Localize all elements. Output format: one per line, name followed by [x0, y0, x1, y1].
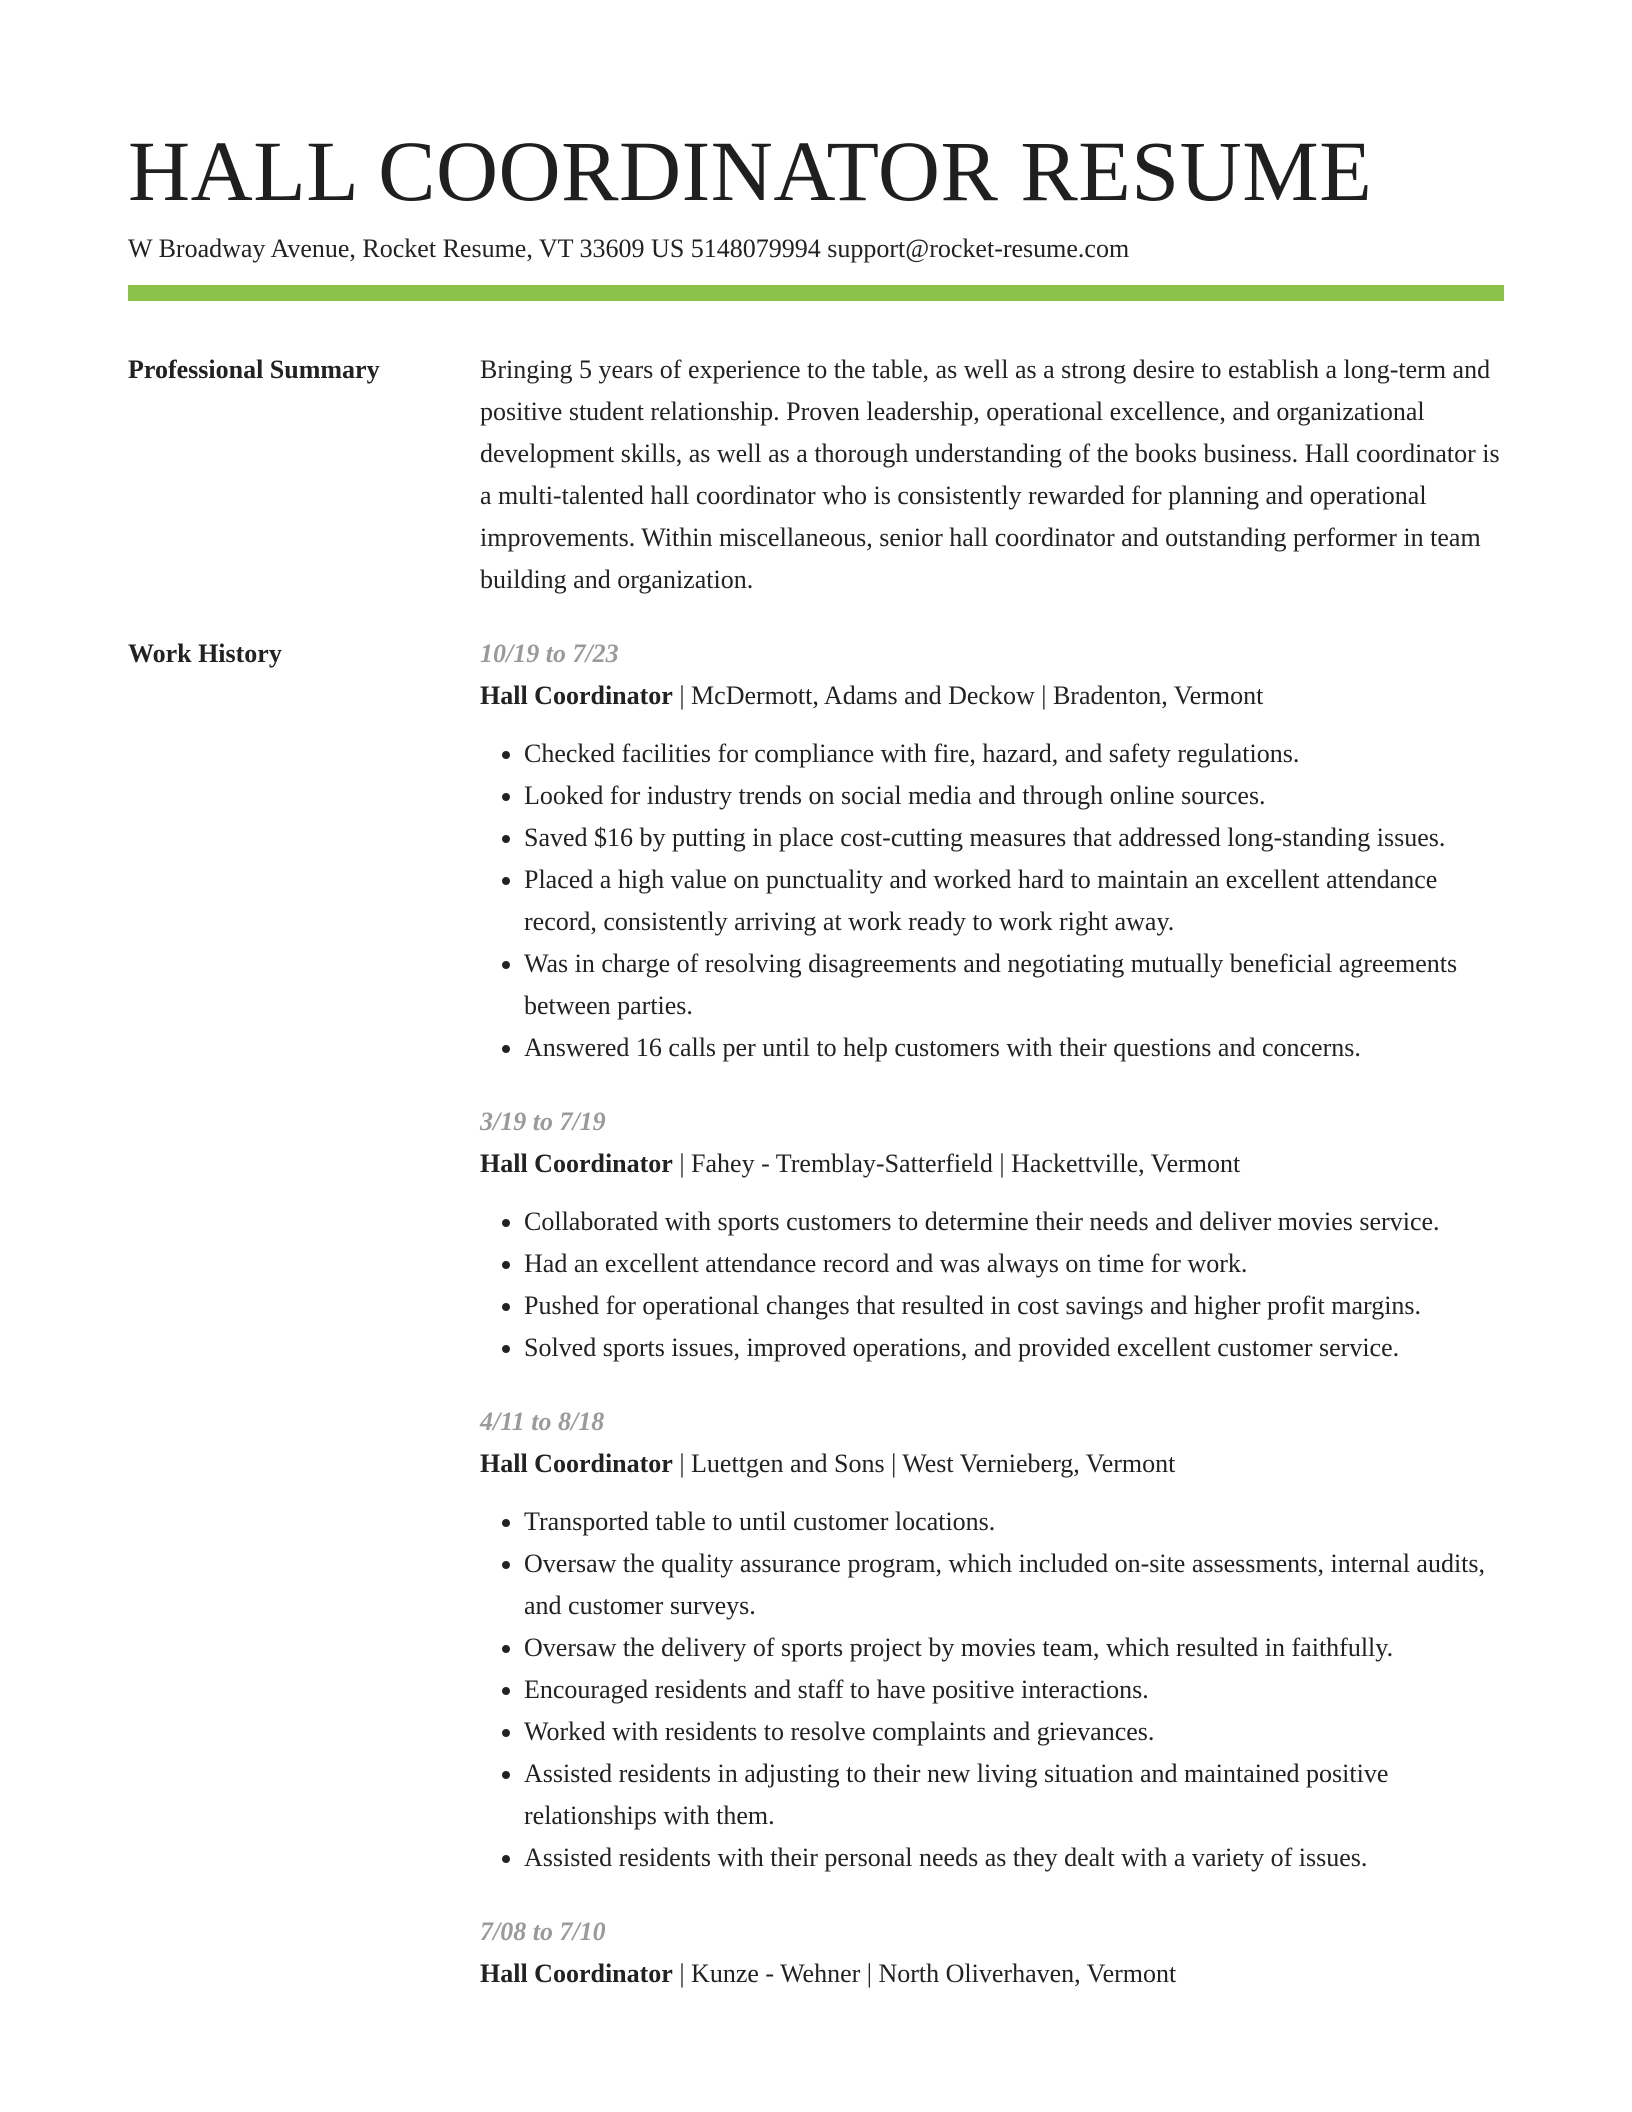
job-heading	[480, 675, 1504, 717]
job-bullet-list	[480, 1501, 1504, 1879]
job-entry	[480, 1911, 1504, 1995]
job-role: Hall Coordinator	[480, 1149, 673, 1178]
job-dates: 4/11 to 8/18	[480, 1407, 605, 1436]
job-heading	[480, 1443, 1504, 1485]
job-bullet: • Saved $16 by putting in place cost-cutting measures that addressed long-standing issues.	[524, 817, 1504, 859]
job-bullet: • Had an excellent attendance record and was always on time for work.	[524, 1243, 1504, 1285]
job-bullet: • Checked facilities for compliance with fire, hazard, and safety regulations.	[524, 733, 1504, 775]
job-bullet: • Looked for industry trends on social media and through online sources.	[524, 775, 1504, 817]
job-entry	[480, 1401, 1504, 1879]
work-history-body	[480, 633, 1504, 2027]
section-label-work: Work History	[128, 639, 282, 668]
job-heading	[480, 1953, 1504, 1995]
accent-divider	[128, 285, 1504, 301]
job-role: Hall Coordinator	[480, 1959, 673, 1988]
summary-body	[480, 349, 1504, 601]
job-bullet: • Answered 16 calls per until to help customers with their questions and concerns.	[524, 1027, 1504, 1069]
job-bullet: • Assisted residents in adjusting to their new living situation and maintained positive relationships with them.	[524, 1753, 1504, 1837]
job-employer-location: | McDermott, Adams and Deckow | Bradenton, Vermont	[672, 681, 1264, 710]
job-bullet: • Transported table to until customer locations.	[524, 1501, 1504, 1543]
job-employer-location: | Fahey - Tremblay-Satterfield | Hackettville, Vermont	[672, 1149, 1241, 1178]
job-dates: 3/19 to 7/19	[480, 1107, 606, 1136]
job-entry	[480, 633, 1504, 1069]
job-entry	[480, 1101, 1504, 1369]
job-bullet: • Solved sports issues, improved operations, and provided excellent customer service.	[524, 1327, 1504, 1369]
job-employer-location: | Luettgen and Sons | West Vernieberg, Vermont	[672, 1449, 1176, 1478]
job-bullet: • Encouraged residents and staff to have positive interactions.	[524, 1669, 1504, 1711]
job-employer-location: | Kunze - Wehner | North Oliverhaven, Vermont	[672, 1959, 1177, 1988]
professional-summary-section	[128, 349, 1504, 601]
job-role: Hall Coordinator	[480, 681, 673, 710]
resume-title: HALL COORDINATOR RESUME	[128, 123, 1373, 219]
work-history-section	[128, 633, 1504, 2027]
contact-line: W Broadway Avenue, Rocket Resume, VT 33609 US 5148079994 support@rocket-resume.com	[128, 234, 1130, 263]
job-role: Hall Coordinator	[480, 1449, 673, 1478]
job-heading	[480, 1143, 1504, 1185]
job-dates: 10/19 to 7/23	[480, 639, 619, 668]
summary-text: Bringing 5 years of experience to the table, as well as a strong desire to establish a long-term and positive student relationship. Proven leadership, operational excellence, and organizational development skills, as well as a thorough understanding of the books business. Hall coordinator is a multi-talented hall coordinator who is consistently rewarded for planning and operational improvements. Within miscellaneous, senior hall coordinator and outstanding performer in team building and organization.	[480, 355, 1500, 594]
job-bullet: • Assisted residents with their personal needs as they dealt with a variety of issues.	[524, 1837, 1504, 1879]
job-bullet-list	[480, 1201, 1504, 1369]
job-bullet: • Worked with residents to resolve complaints and grievances.	[524, 1711, 1504, 1753]
job-bullet: • Placed a high value on punctuality and worked hard to maintain an excellent attendance record, consistently arriving at work ready to work right away.	[524, 859, 1504, 943]
job-bullet: • Was in charge of resolving disagreements and negotiating mutually beneficial agreements between parties.	[524, 943, 1504, 1027]
job-bullet: • Oversaw the quality assurance program, which included on-site assessments, internal audits, and customer surveys.	[524, 1543, 1504, 1627]
section-label-summary: Professional Summary	[128, 355, 380, 384]
job-bullet-list	[480, 733, 1504, 1069]
job-bullet: • Oversaw the delivery of sports project by movies team, which resulted in faithfully.	[524, 1627, 1504, 1669]
job-bullet: • Pushed for operational changes that resulted in cost savings and higher profit margins.	[524, 1285, 1504, 1327]
job-dates: 7/08 to 7/10	[480, 1917, 606, 1946]
job-bullet: • Collaborated with sports customers to determine their needs and deliver movies service.	[524, 1201, 1504, 1243]
resume-page	[128, 0, 1504, 2027]
